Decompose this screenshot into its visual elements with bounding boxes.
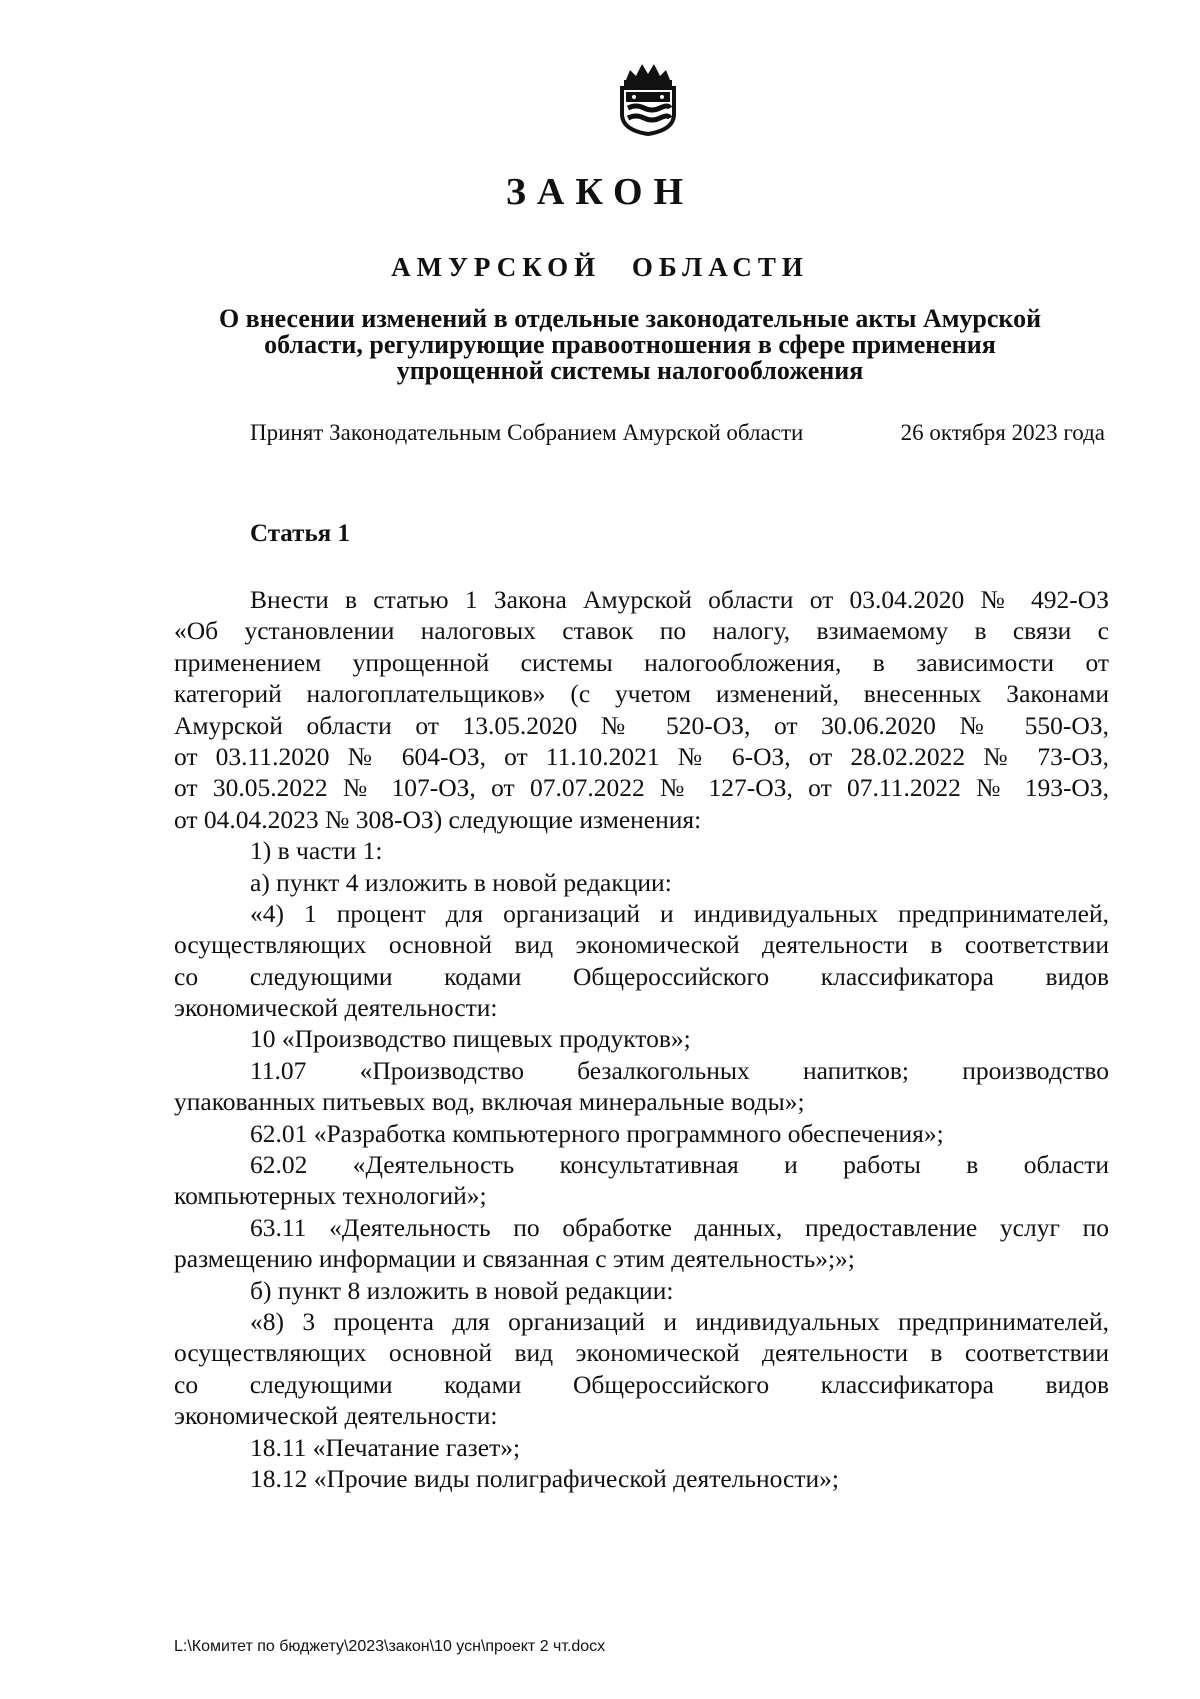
body-line: 62.01 «Разработка компьютерного программного обеспечения»; [250, 1118, 944, 1148]
adopted-by: Принят Законодательным Собранием Амурской области [250, 420, 804, 445]
body-line: 18.12 «Прочие виды полиграфической деятельности»; [250, 1463, 839, 1493]
coat-of-arms-emblem [612, 58, 684, 136]
body-line: осуществляющих основной вид экономической деятельности в соответствии [174, 1338, 1109, 1368]
body-line: размещению информации и связанная с этим деятельность»;»; [174, 1244, 855, 1274]
body-line: от 04.04.2023 № 308-ОЗ) следующие изменения: [174, 804, 702, 834]
body-line: «8) 3 процента для организаций и индивидуальных предпринимателей, [250, 1306, 1109, 1336]
body-line: 10 «Производство пищевых продуктов»; [250, 1024, 691, 1054]
body-line: категорий налогоплательщиков» (с учетом изменений, внесенных Законами [174, 679, 1109, 709]
body-line: упакованных питьевых вод, включая минеральные воды»; [174, 1087, 805, 1117]
body-line: Амурской области от 13.05.2020 № 520-ОЗ, от 30.06.2020 № 550-ОЗ, [174, 710, 1109, 740]
body-line: а) пункт 4 изложить в новой редакции: [250, 867, 672, 897]
footer-file-path: L:\Комитет по бюджету\2023\закон\10 усн\проект 2 чт.docx [174, 1638, 606, 1655]
body-line: со следующими кодами Общероссийского классификатора видов [174, 961, 1109, 991]
body-line: экономической деятельности: [174, 993, 498, 1023]
body-line: со следующими кодами Общероссийского классификатора видов [174, 1369, 1109, 1399]
body-line: «4) 1 процент для организаций и индивидуальных предпринимателей, [250, 898, 1109, 928]
body-line: компьютерных технологий»; [174, 1181, 487, 1211]
adopted-date: 26 октября 2023 года [900, 420, 1105, 445]
subject-line: упрощенной системы налогообложения [396, 356, 864, 385]
body-line: экономической деятельности: [174, 1401, 498, 1431]
body-line: осуществляющих основной вид экономической деятельности в соответствии [174, 930, 1109, 960]
body-line: 63.11 «Деятельность по обработке данных, предоставление услуг по [250, 1212, 1109, 1242]
body-line: 18.11 «Печатание газет»; [250, 1432, 521, 1462]
body-line: б) пункт 8 изложить в новой редакции: [250, 1275, 674, 1305]
law-subject [190, 306, 1070, 384]
body-line: Внести в статью 1 Закона Амурской области от 03.04.2020 № 492-ОЗ [250, 585, 1109, 614]
article-body [174, 584, 1109, 1494]
body-line: «Об установлении налоговых ставок по налогу, взимаемому в связи с [174, 616, 1109, 646]
body-line: 11.07 «Производство безалкогольных напитков; производство [250, 1055, 1109, 1085]
body-line: применением упрощенной системы налогообложения, в зависимости от [174, 647, 1109, 677]
article-heading: Статья 1 [250, 520, 350, 547]
body-line: 1) в части 1: [250, 836, 383, 866]
body-line: от 03.11.2020 № 604-ОЗ, от 11.10.2021 № 6-ОЗ, от 28.02.2022 № 73-ОЗ, [174, 741, 1109, 771]
body-line: от 30.05.2022 № 107-ОЗ, от 07.07.2022 № 127-ОЗ, от 07.11.2022 № 193-ОЗ, [174, 773, 1109, 803]
body-line: 62.02 «Деятельность консультативная и работы в области [250, 1150, 1109, 1180]
law-title: ЗАКОН [505, 171, 695, 213]
region-title: АМУРСКОЙ ОБЛАСТИ [391, 252, 809, 282]
subject-line: О внесении изменений в отдельные законодательные акты Амурской [218, 304, 1042, 333]
subject-line: области, регулирующие правоотношения в сфере применения [264, 330, 996, 359]
